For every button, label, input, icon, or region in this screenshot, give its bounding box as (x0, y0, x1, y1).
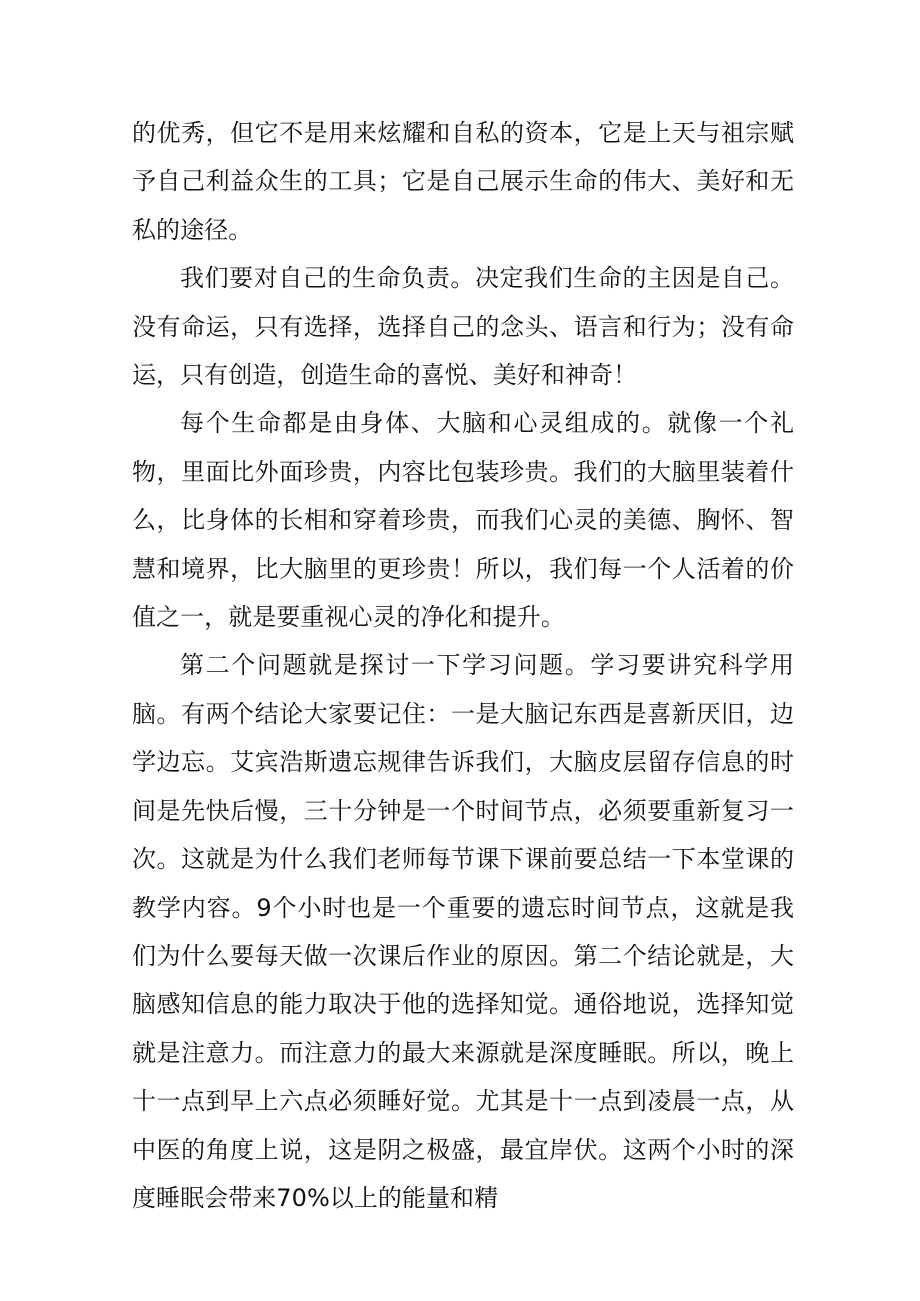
paragraph-3: 每个生命都是由身体、大脑和心灵组成的。就像一个礼物，里面比外面珍贵，内容比包装珍贵。我们的大脑里装着什么，比身体的长相和穿着珍贵，而我们心灵的美德、胸怀、智慧和境界，比大脑里的更珍贵！所以，我们每一个人活着的价值之一，就是要重视心灵的净化和提升。 (132, 409, 794, 632)
paragraph-4: 第二个问题就是探讨一下学习问题。学习要讲究科学用脑。有两个结论大家要记住：一是大脑记东西是喜新厌旧，边学边忘。艾宾浩斯遗忘规律告诉我们，大脑皮层留存信息的时间是先快后慢，三十分钟是一个时间节点，必须要重新复习一次。这就是为什么我们老师每节课下课前要总结一下本堂课的教学内容。9个小时也是一个重要的遗忘时间节点，这就是我们为什么要每天做一次课后作业的原因。第二个结论就是，大脑感知信息的能力取决于他的选择知觉。通俗地说，选择知觉就是注意力。而注意力的最大来源就是深度睡眠。所以，晚上十一点到早上六点必须睡好觉。尤其是十一点到凌晨一点，从中医的角度上说，这是阴之极盛，最宜岸伏。这两个小时的深度睡眠会带来70%以上的能量和精 (132, 651, 794, 1212)
paragraph-1: 的优秀，但它不是用来炫耀和自私的资本，它是上天与祖宗赋予自己利益众生的工具；它是自己展示生命的伟大、美好和无私的途径。 (132, 119, 794, 244)
document-body (132, 109, 794, 1222)
paragraph-2: 我们要对自己的生命负责。决定我们生命的主因是自己。没有命运，只有选择，选择自己的念头、语言和行为；没有命运，只有创造，创造生命的喜悦、美好和神奇！ (132, 264, 794, 390)
